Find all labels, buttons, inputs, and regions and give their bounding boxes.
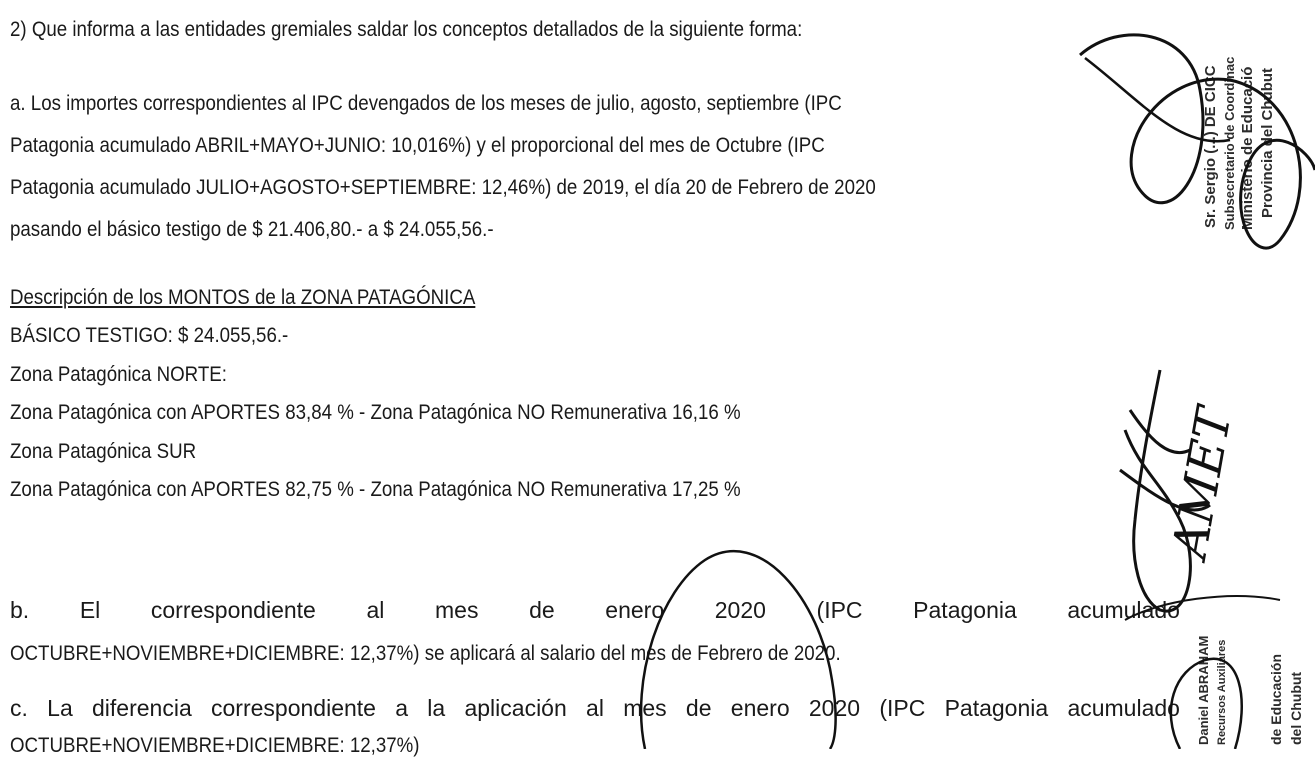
item-c-word: diferencia [92,695,192,721]
item-a-line-1: a. Los importes correspondientes al IPC devengados de los meses de julio, agosto, septiembre (IPC [10,91,842,115]
stamp-bottom-line-1: Daniel ABRAHAM [1196,635,1211,745]
item-c-line-1 [10,693,1180,723]
zona-norte-label: Zona Patagónica NORTE: [10,362,227,386]
item-b-word: 2020 [714,597,766,623]
item-a-line-3: Patagonia acumulado JULIO+AGOSTO+SEPTIEMBRE: 12,46%) de 2019, el día 20 de Febrero de 2020 [10,175,876,199]
stamp-top-line-4: Provincia del Chubut [1259,67,1276,218]
item-b-word: (IPC [816,597,863,623]
stamp-bottom-line-3: de Educación [1268,653,1284,745]
item-c-word: (IPC [879,695,926,721]
item-b-word: b. [10,597,30,623]
item-c-word: a [395,695,409,721]
item-c-word: c. [10,695,28,721]
item-b-word: enero [605,597,665,623]
item-c-line-2: OCTUBRE+NOVIEMBRE+DICIEMBRE: 12,37%) [10,733,420,757]
item-c-word: La [47,695,73,721]
stamp-bottom-line-4: del Chubut [1288,671,1304,745]
stamp-bottom-line-2: Recursos Auxiliares [1216,639,1228,745]
zona-norte-detail: Zona Patagónica con APORTES 83,84 % - Zona Patagónica NO Remunerativa 16,16 % [10,400,741,424]
signature-top [1080,35,1315,248]
item-c-word: acumulado [1067,695,1180,721]
item-a-line-4: pasando el básico testigo de $ 21.406,80.- a $ 24.055,56.- [10,217,494,241]
item-c-word: mes [623,695,667,721]
item-c-word: al [586,695,604,721]
stamp-top-line-1: Sr. Sergio (...) DE CICC [1202,65,1219,228]
item-c-word: Patagonia [944,695,1049,721]
item-c-word: de [685,695,712,721]
item-2-heading: 2) Que informa a las entidades gremiales saldar los conceptos detallados de la siguiente forma: [10,17,803,41]
item-c-word: 2020 [808,695,861,721]
item-b-word: al [366,597,385,623]
item-b-word: Patagonia [913,597,1017,623]
item-b-line-1 [10,595,1180,625]
signature-amet: AMET [1161,403,1244,563]
stamp-top-line-2: Subsecretario de Coordinac [1222,56,1237,230]
item-c-word: la [427,695,446,721]
item-a-line-2: Patagonia acumulado ABRIL+MAYO+JUNIO: 10,016%) y el proporcional del mes de Octubre (IPC [10,133,825,157]
zona-sur-detail: Zona Patagónica con APORTES 82,75 % - Zona Patagónica NO Remunerativa 17,25 % [10,477,741,501]
item-c-word: aplicación [464,695,567,721]
item-b-word: mes [435,597,479,623]
item-b-word: El [79,597,101,623]
zona-heading: Descripción de los MONTOS de la ZONA PATAGÓNICA [10,285,476,309]
item-b-word: de [529,597,555,623]
stamp-top-line-3: Ministerio de Educació [1239,66,1256,230]
item-c-word: enero [730,695,790,721]
item-b-word: correspondiente [150,597,316,623]
item-c-word: correspondiente [211,695,376,721]
item-b-line-2: OCTUBRE+NOVIEMBRE+DICIEMBRE: 12,37%) se aplicará al salario del mes de Febrero de 2020. [10,641,841,665]
item-b-word: acumulado [1067,597,1180,623]
zona-sur-label: Zona Patagónica SUR [10,439,197,463]
basico-testigo: BÁSICO TESTIGO: $ 24.055,56.- [10,323,289,347]
signature-right [1120,370,1210,611]
